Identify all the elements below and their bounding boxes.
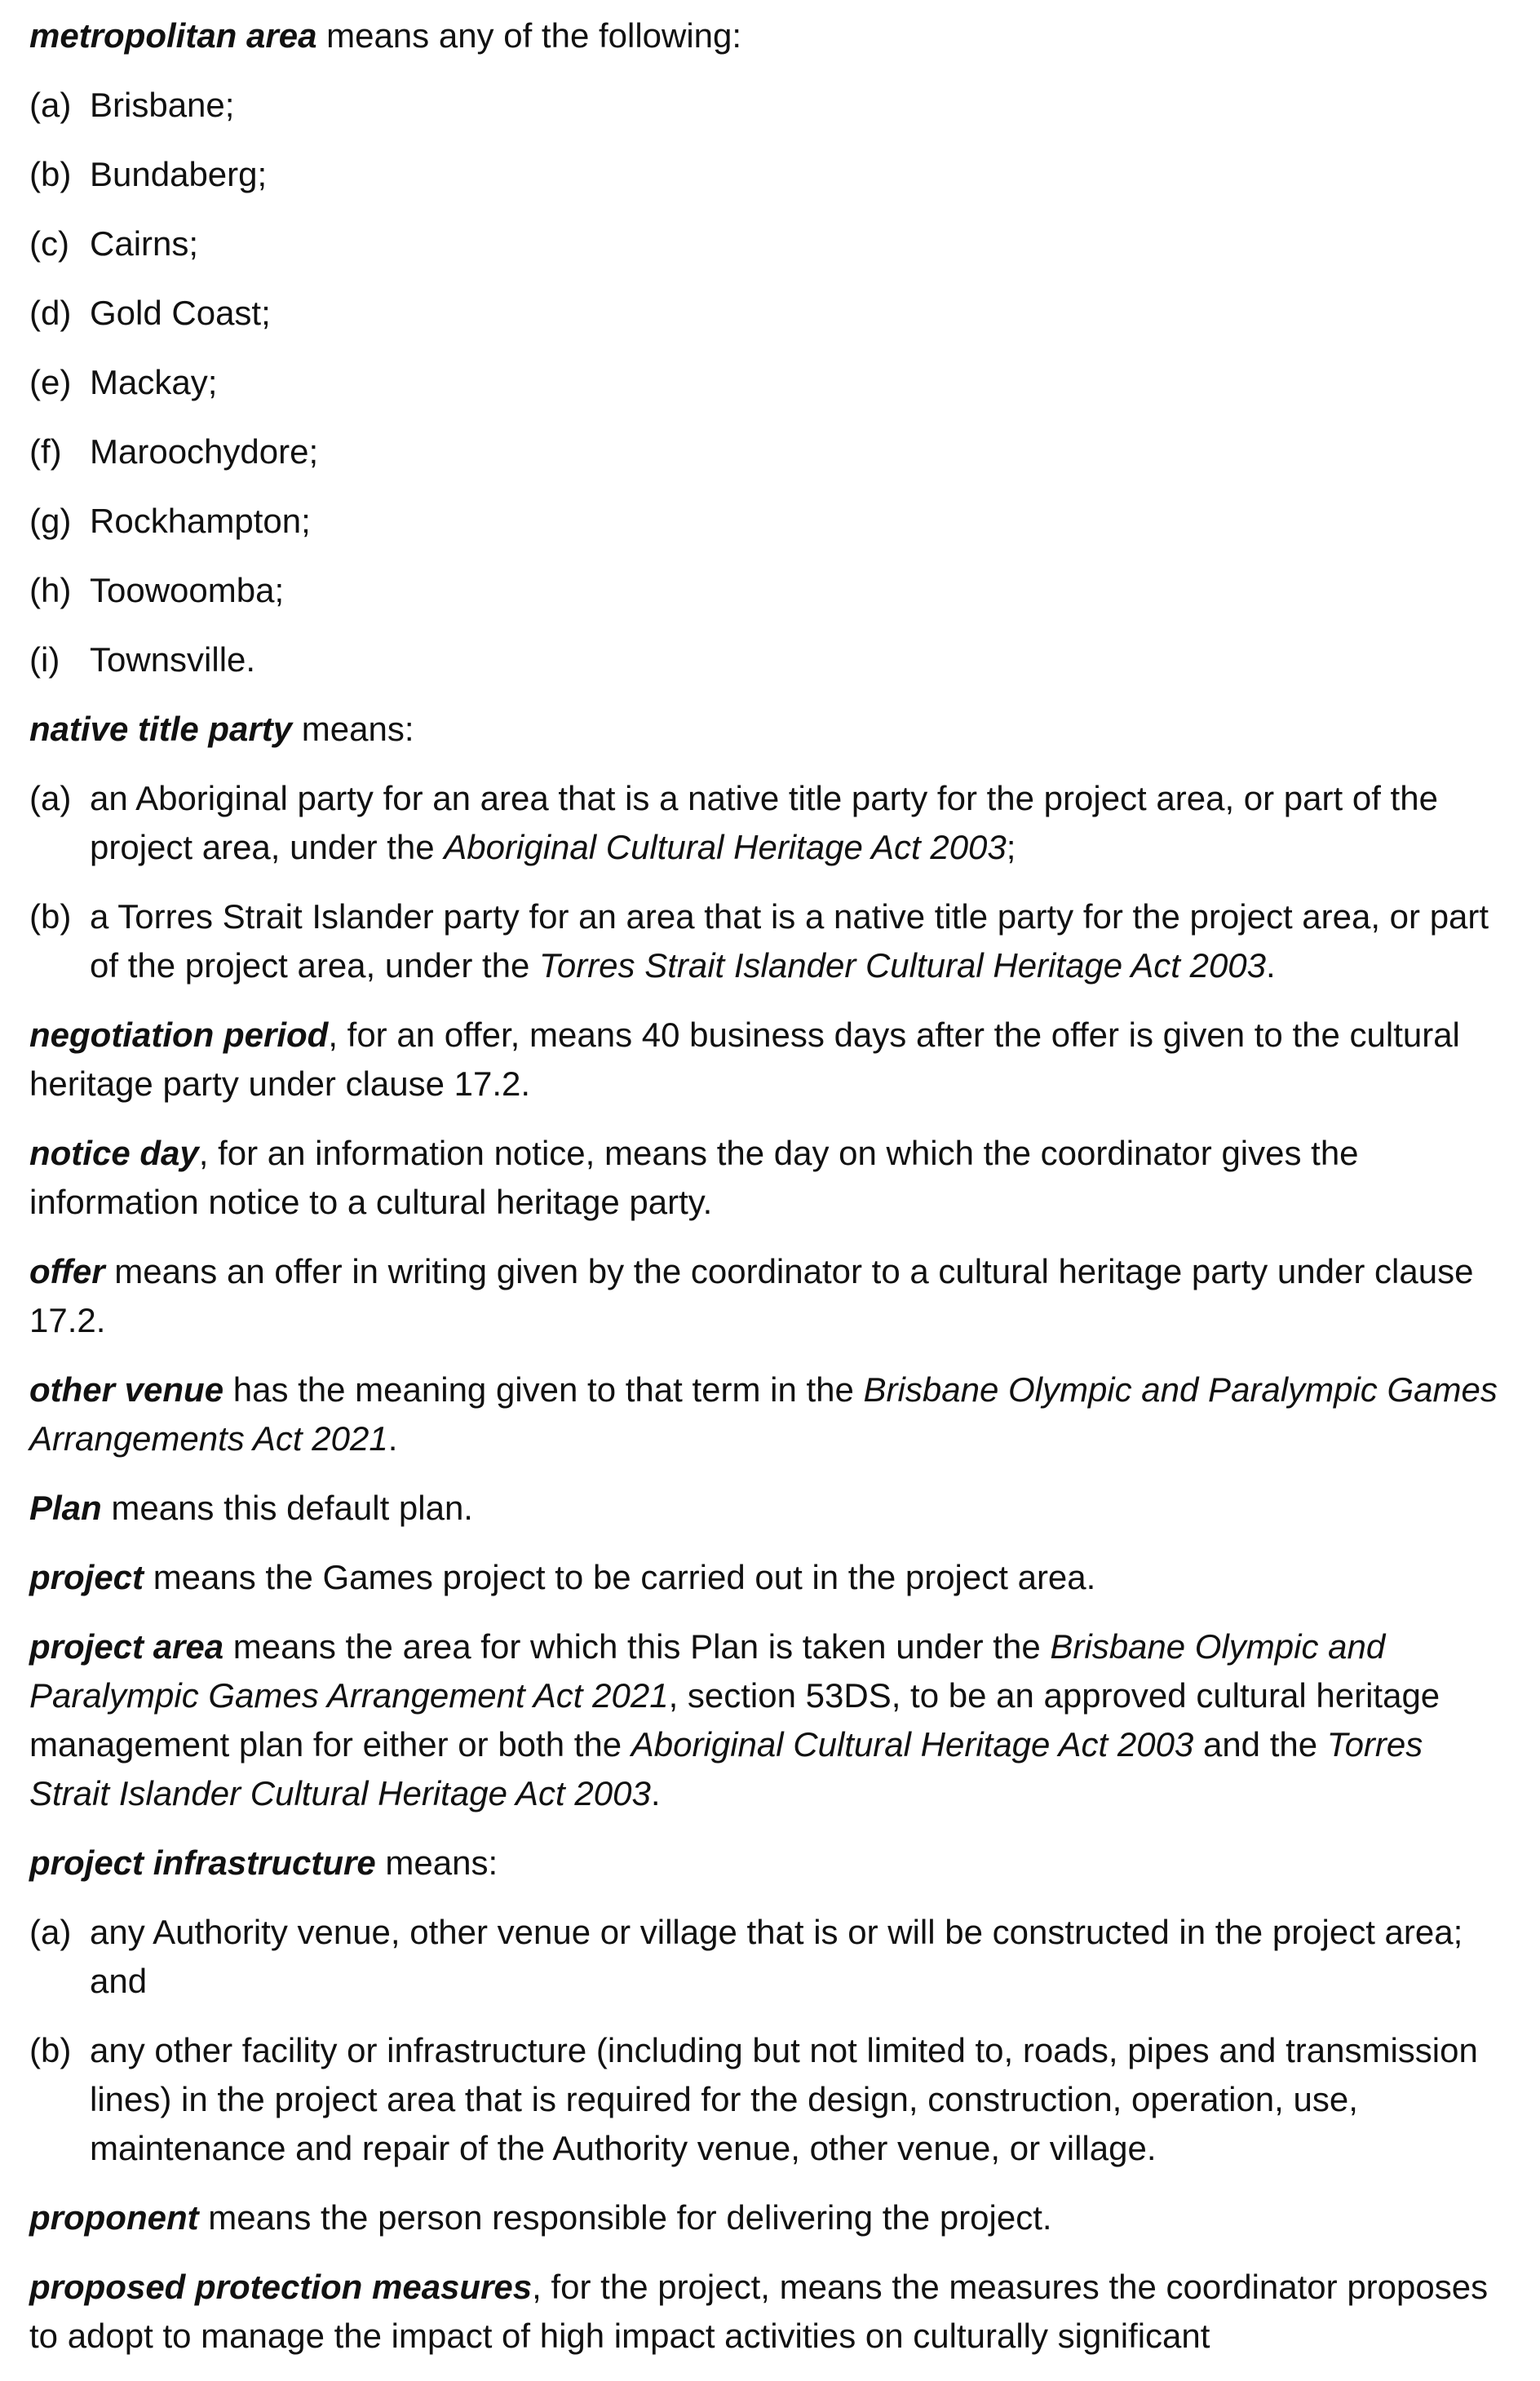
act-title: Torres Strait Islander Cultural Heritage Act 2003 bbox=[29, 1725, 1423, 1812]
item-label: (a) bbox=[29, 86, 72, 124]
item-text: a Torres Strait Islander party for an area that is a native title party for the project area, or part of the project area, under the bbox=[90, 897, 1489, 985]
definition-notice-day bbox=[29, 1129, 1498, 1227]
item-text: an Aboriginal party for an area that is a native title party for the project area, or part of the project area, under the bbox=[90, 779, 1438, 866]
list-item bbox=[29, 427, 1498, 476]
list-item bbox=[29, 566, 1498, 615]
definition-text: means the person responsible for delivering the project. bbox=[198, 2198, 1052, 2237]
act-title: Torres Strait Islander Cultural Heritage Act 2003 bbox=[539, 946, 1267, 985]
list-item bbox=[29, 2026, 1498, 2173]
definition-text: , for an offer, means 40 business days after the offer is given to the cultural heritage party under clause 17.2. bbox=[29, 1016, 1460, 1103]
item-label: (a) bbox=[29, 779, 72, 817]
list-item bbox=[29, 81, 1498, 130]
defined-term: notice day bbox=[29, 1134, 199, 1172]
definition-text: and the bbox=[1193, 1725, 1327, 1764]
list-item bbox=[29, 358, 1498, 407]
item-text: Toowoomba; bbox=[90, 571, 285, 609]
defined-term: proposed protection measures bbox=[29, 2268, 533, 2306]
definition-plan bbox=[29, 1484, 1498, 1533]
item-label: (h) bbox=[29, 571, 72, 609]
definition-native-title-party bbox=[29, 705, 1498, 754]
item-label: (b) bbox=[29, 2031, 72, 2069]
act-title: Aboriginal Cultural Heritage Act 2003 bbox=[444, 828, 1007, 866]
item-text: Maroochydore; bbox=[90, 432, 319, 471]
definition-other-venue bbox=[29, 1365, 1498, 1463]
defined-term: project area bbox=[29, 1627, 224, 1666]
defined-term: metropolitan area bbox=[29, 16, 317, 55]
item-label: (b) bbox=[29, 897, 72, 936]
item-text: Gold Coast; bbox=[90, 294, 271, 332]
item-label: (i) bbox=[29, 640, 60, 679]
definition-text: means an offer in writing given by the coordinator to a cultural heritage party under clause 17.2. bbox=[29, 1252, 1474, 1339]
definition-text: , section 53DS, to be an approved cultural heritage management plan for either or both the bbox=[29, 1676, 1440, 1764]
definition-offer bbox=[29, 1247, 1498, 1345]
item-end: . bbox=[1266, 946, 1276, 985]
list-item bbox=[29, 892, 1498, 990]
definition-end: . bbox=[387, 1419, 398, 1458]
definition-text: , for an information notice, means the day on which the coordinator gives the information notice to a cultural heritage party. bbox=[29, 1134, 1359, 1221]
item-text: any Authority venue, other venue or village that is or will be constructed in the project area; and bbox=[90, 1913, 1463, 2000]
item-label: (f) bbox=[29, 432, 62, 471]
item-label: (a) bbox=[29, 1913, 72, 1951]
list-item bbox=[29, 150, 1498, 199]
item-text: Brisbane; bbox=[90, 86, 235, 124]
definition-proposed-protection-measures bbox=[29, 2263, 1498, 2361]
definition-project bbox=[29, 1553, 1498, 1602]
item-end: ; bbox=[1006, 828, 1016, 866]
item-text: any other facility or infrastructure (including but not limited to, roads, pipes and transmission lines) in the project area that is required for the design, construction, operation, use, maintenance and repair of the Authority venue, other venue, or village. bbox=[90, 2031, 1478, 2167]
item-label: (g) bbox=[29, 502, 72, 540]
list-item bbox=[29, 289, 1498, 338]
list-item bbox=[29, 219, 1498, 268]
item-label: (b) bbox=[29, 155, 72, 193]
defined-term: negotiation period bbox=[29, 1016, 329, 1054]
item-label: (c) bbox=[29, 224, 69, 263]
defined-term: proponent bbox=[29, 2198, 199, 2237]
list-item bbox=[29, 774, 1498, 872]
definition-end: . bbox=[650, 1774, 661, 1812]
list-item bbox=[29, 635, 1498, 684]
definitions-page bbox=[29, 11, 1498, 2381]
defined-term: project bbox=[29, 1558, 144, 1596]
item-text: Bundaberg; bbox=[90, 155, 268, 193]
act-title: Brisbane Olympic and Paralympic Games Arrangement Act 2021 bbox=[29, 1627, 1386, 1715]
definition-proponent bbox=[29, 2193, 1498, 2242]
list-item bbox=[29, 497, 1498, 546]
list-item bbox=[29, 1908, 1498, 2006]
defined-term: other venue bbox=[29, 1370, 224, 1409]
definition-lead: means: bbox=[292, 710, 414, 748]
definition-lead: means any of the following: bbox=[316, 16, 742, 55]
item-text: Cairns; bbox=[90, 224, 199, 263]
defined-term: Plan bbox=[29, 1489, 102, 1527]
definition-text: means the area for which this Plan is taken under the bbox=[223, 1627, 1051, 1666]
definition-text: , for the project, means the measures the coordinator proposes to adopt to manage the impact of high impact activities on culturally significant bbox=[29, 2268, 1489, 2355]
definition-text: means this default plan. bbox=[101, 1489, 473, 1527]
definition-negotiation-period bbox=[29, 1011, 1498, 1109]
item-label: (e) bbox=[29, 363, 72, 401]
defined-term: offer bbox=[29, 1252, 105, 1290]
item-text: Rockhampton; bbox=[90, 502, 311, 540]
item-text: Mackay; bbox=[90, 363, 218, 401]
act-title: Aboriginal Cultural Heritage Act 2003 bbox=[631, 1725, 1194, 1764]
definition-text: means the Games project to be carried out in the project area. bbox=[144, 1558, 1096, 1596]
act-title: Brisbane Olympic and Paralympic Games Arrangements Act 2021 bbox=[29, 1370, 1498, 1458]
definition-text: has the meaning given to that term in the bbox=[223, 1370, 864, 1409]
definition-project-infrastructure bbox=[29, 1839, 1498, 1888]
definition-metropolitan-area bbox=[29, 11, 1498, 60]
definition-lead: means: bbox=[375, 1843, 498, 1882]
item-text: Townsville. bbox=[90, 640, 256, 679]
defined-term: native title party bbox=[29, 710, 293, 748]
item-label: (d) bbox=[29, 294, 72, 332]
definition-project-area bbox=[29, 1622, 1498, 1818]
defined-term: project infrastructure bbox=[29, 1843, 376, 1882]
